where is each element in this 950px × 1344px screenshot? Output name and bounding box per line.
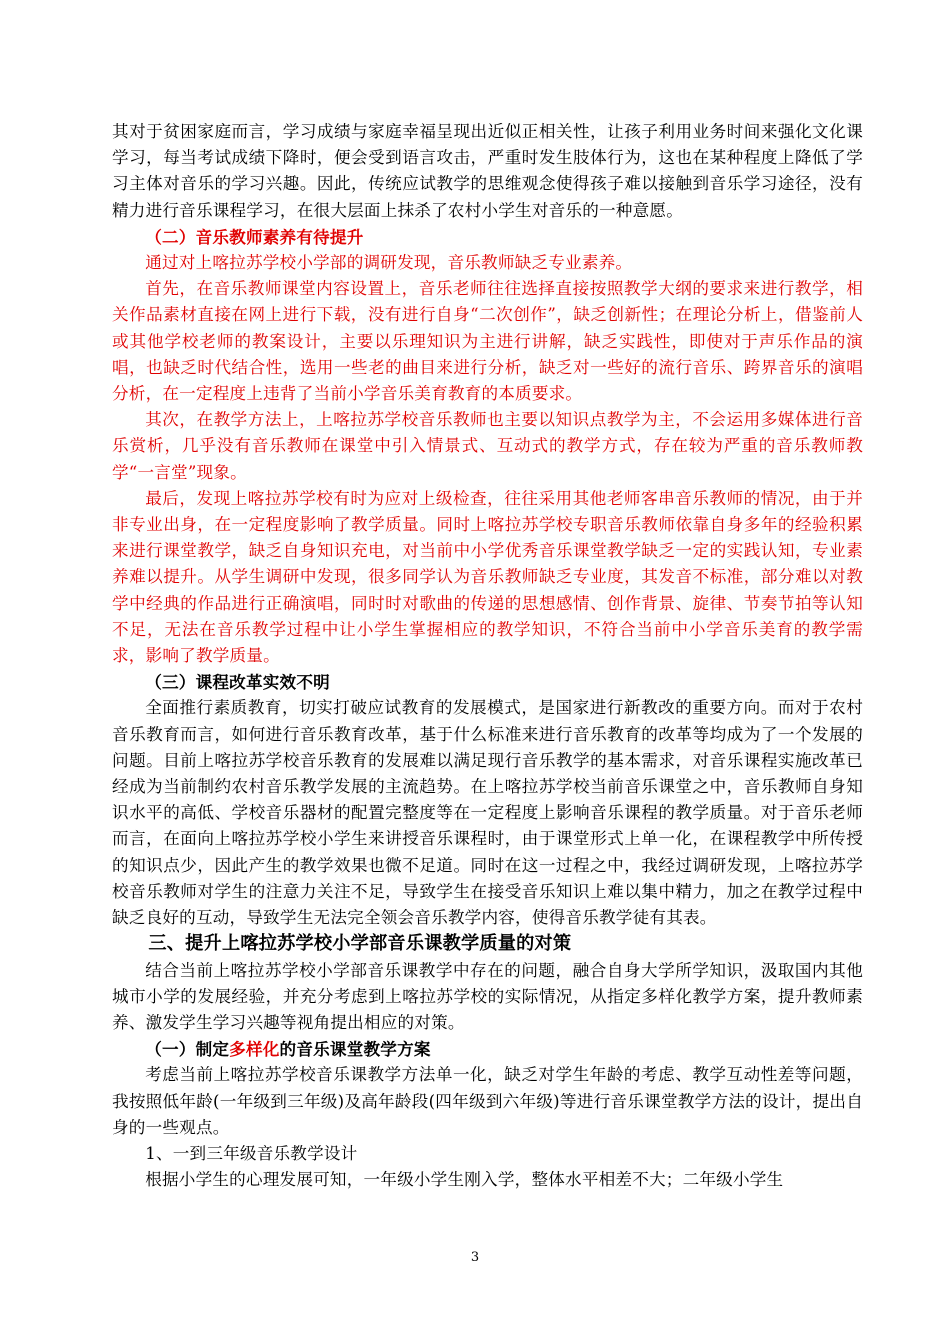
paragraph-countermeasures-intro: 结合当前上喀拉苏学校小学部音乐课教学中存在的问题，融合自身大学所学知识，汲取国内其他城市小学的发展经验，并充分考虑到上喀拉苏学校的实际情况，从指定多样化教学方案，提升教师素养、激发学生学习兴趣等视角提出相应的对策。 <box>112 960 863 1032</box>
section-heading-reform: （三）课程改革实效不明 <box>145 672 330 693</box>
paragraph-finally: 最后，发现上喀拉苏学校有时为应对上级检查，往往采用其他老师客串音乐教师的情况，由于并非专业出身，在一定程度影响了教学质量。同时上喀拉苏学校专职音乐教师依靠自身多年的经验积累来进行课堂教学，缺乏自身知识充电，对当前中小学优秀音乐课堂教学缺乏一定的实践认知，专业素养难以提升。从学生调研中发现，很多同学认为音乐教师缺乏专业度，其发音不标准，部分难以对教学中经典的作品进行正确演唱，同时时对歌曲的传递的思想感情、创作背景、旋律、节奏节拍等认知不足，无法在音乐教学过程中让小学生掌握相应的教学知识，不符合当前中小学音乐美育的教学需求，影响了教学质量。 <box>112 488 863 666</box>
paragraph-survey: 通过对上喀拉苏学校小学部的调研发现，音乐教师缺乏专业素养。 <box>145 253 633 273</box>
section-heading-teacher-quality: （二）音乐教师素养有待提升 <box>145 226 364 247</box>
page-number: 3 <box>470 1250 480 1265</box>
paragraph-plan-design: 考虑当前上喀拉苏学校音乐课教学方法单一化，缺乏对学生年龄的考虑、教学互动性差等问题，我按照低年龄(一年级到三年级)及高年龄段(四年级到六年级)等进行音乐课堂教学方法的设计，提出自身的一些观点。 <box>112 1065 863 1137</box>
paragraph-second: 其次，在教学方法上，上喀拉苏学校音乐教师也主要以知识点教学为主，不会运用多媒体进行音乐赏析，几乎没有音乐教师在课堂中引入情景式、互动式的教学方式，存在较为严重的音乐教师教学“一言堂”现象。 <box>112 410 863 482</box>
paragraph-continued: 其对于贫困家庭而言，学习成绩与家庭幸福呈现出近似正相关性，让孩子利用业务时间来强化文化课学习，每当考试成绩下降时，便会受到语言攻击，严重时发生肢体行为，这也在某种程度上降低了学习主体对音乐的学习兴趣。因此，传统应试教学的思维观念使得孩子难以接触到音乐学习途径，没有精力进行音乐课程学习，在很大层面上抹杀了农村小学生对音乐的一种意愿。 <box>112 122 863 220</box>
chapter-heading-countermeasures: 三、提升上喀拉苏学校小学部音乐课教学质量的对策 <box>148 933 572 955</box>
paragraph-reform: 全面推行素质教育，切实打破应试教育的发展模式，是国家进行新教改的重要方向。而对于农村音乐教育而言，如何进行音乐教育改革，基于什么标准来进行音乐教育的改革等均成为了一个发展的问题。目前上喀拉苏学校音乐教育的发展难以满足现行音乐教学的基本需求，对音乐课程实施改革已经成为当前制约农村音乐教学发展的主流趋势。在上喀拉苏学校当前音乐课堂之中，音乐教师自身知识水平的高低、学校音乐器材的配置完整度等在一定程度上影响音乐课程的教学质量。对于音乐老师而言，在面向上喀拉苏学校小学生来讲授音乐课程时，由于课堂形式上单一化，在课程教学中所传授的知识点少，因此产生的教学效果也微不足道。同时在这一过程之中，我经过调研发现，上喀拉苏学校音乐教师对学生的注意力关注不足，导致学生在接受音乐知识上难以集中精力，加之在教学过程中缺乏良好的互动，导致学生无法完全领会音乐教学内容，使得音乐教学徒有其表。 <box>112 698 863 928</box>
list-item-grade-1-3: 1、一到三年级音乐教学设计 <box>145 1143 358 1163</box>
heading-text-pre: （一）制定 <box>145 1039 230 1060</box>
section-heading-diverse-plan <box>112 1036 863 1062</box>
paragraph-first: 首先，在音乐教师课堂内容设置上，音乐老师往往选择直接按照教学大纲的要求来进行教学，相关作品素材直接在网上进行下载，没有进行自身“二次创作”，缺乏创新性；在理论分析上，借鉴前人或其他学校老师的教案设计，主要以乐理知识为主进行讲解，缺乏实践性，即使对于声乐作品的演唱，也缺乏时代结合性，选用一些老的曲目来进行分析，缺乏对一些好的流行音乐、跨界音乐的演唱分析，在一定程度上违背了当前小学音乐美育教育的本质要求。 <box>112 279 863 404</box>
heading-text-post: 的音乐课堂教学方案 <box>279 1039 431 1060</box>
page-body <box>112 119 863 1193</box>
heading-text-highlight: 多样化 <box>229 1039 280 1060</box>
paragraph-psychology: 根据小学生的心理发展可知，一年级小学生刚入学，整体水平相差不大；二年级小学生 <box>145 1170 784 1190</box>
